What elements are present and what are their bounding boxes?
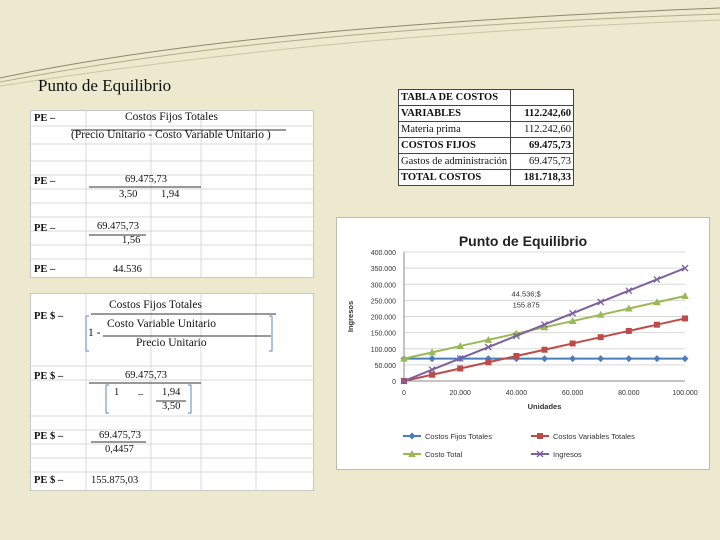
legend-marker-costos-fijos-totales xyxy=(409,433,416,440)
chart-title: Punto de Equilibrio xyxy=(458,233,588,249)
x-tick-label: 40.000 xyxy=(505,390,528,397)
formula-one-minus: 1 - xyxy=(88,327,101,339)
y-axis-label: Ingresos xyxy=(346,300,355,333)
chart-canvas xyxy=(337,218,709,469)
pe-dollars-label: PE $ – xyxy=(34,311,64,322)
table-cell: COSTOS FIJOS xyxy=(399,138,511,154)
step1-one: 1 xyxy=(114,387,120,398)
data-point-costos-variables-totales xyxy=(513,353,519,359)
step2-numerator: 69.475,73 xyxy=(97,221,139,232)
legend-marker-costos-variables-totales xyxy=(537,433,543,439)
step1-numerator: 69.475,73 xyxy=(125,174,167,185)
data-point-costos-fijos-totales xyxy=(429,355,436,362)
formula-inner-numerator: Costo Variable Unitario xyxy=(107,318,217,330)
table-row xyxy=(399,106,574,122)
slide-title: Punto de Equilibrio xyxy=(38,76,172,95)
data-point-costos-fijos-totales xyxy=(597,355,604,362)
data-point-costos-variables-totales xyxy=(570,340,576,346)
step1-variable-cost: 1,94 xyxy=(161,189,180,200)
legend-label: Costos Fijos Totales xyxy=(425,432,492,441)
table-cell: 112.242,60 xyxy=(511,122,574,138)
break-even-chart xyxy=(336,217,710,470)
data-point-costo-total xyxy=(681,292,689,299)
table-row xyxy=(399,154,574,170)
step1-fraction-denominator: 3,50 xyxy=(162,401,181,412)
step2-denominator: 1,56 xyxy=(122,235,141,246)
y-tick-label: 400.000 xyxy=(370,250,396,257)
step1-fraction-numerator: 1,94 xyxy=(162,387,181,398)
table-cell: TABLA DE COSTOS xyxy=(399,90,511,106)
data-point-costos-variables-totales xyxy=(542,347,548,353)
pe-dollars-label: PE $ – xyxy=(34,431,64,442)
costs-table xyxy=(398,89,574,186)
x-axis-label: Unidades xyxy=(527,402,562,411)
legend-label: Ingresos xyxy=(553,450,582,459)
x-tick-label: 60.000 xyxy=(561,390,584,397)
pe-label: PE – xyxy=(34,113,56,124)
x-tick-label: 20.000 xyxy=(449,390,471,397)
table-cell: VARIABLES xyxy=(399,106,511,122)
pe-result: 44.536 xyxy=(113,264,142,275)
table-row xyxy=(399,122,574,138)
table-cell: 69.475,73 xyxy=(511,138,574,154)
pe-dollars-result: 155.875,03 xyxy=(91,475,139,486)
table-cell: 112.242,60 xyxy=(511,106,574,122)
pe-units-sheet xyxy=(30,110,314,278)
data-point-costos-fijos-totales xyxy=(682,355,689,362)
data-point-costos-fijos-totales xyxy=(541,355,548,362)
pe-dollars-sheet xyxy=(30,293,314,491)
data-point-costos-fijos-totales xyxy=(653,355,660,362)
x-tick-label: 80.000 xyxy=(618,390,640,397)
data-point-costos-variables-totales xyxy=(598,334,604,340)
pe-label: PE – xyxy=(34,223,56,234)
legend-label: Costos Variables Totales xyxy=(553,432,635,441)
y-tick-label: 300.000 xyxy=(370,282,396,290)
pe-label: PE – xyxy=(34,176,56,187)
table-cell: Gastos de administración xyxy=(399,154,511,170)
data-point-costos-variables-totales xyxy=(457,365,463,371)
formula-denominator: (Precio Unitario - Costo Variable Unitario ) xyxy=(71,129,271,141)
y-tick-label: 350.000 xyxy=(370,266,396,274)
legend-label: Costo Total xyxy=(425,450,463,459)
table-cell: 69.475,73 xyxy=(511,154,574,170)
y-tick-label: 50.000 xyxy=(374,362,396,370)
table-row xyxy=(399,170,574,186)
data-point-costos-variables-totales xyxy=(654,322,660,328)
break-even-annotation: 155.875 xyxy=(512,300,540,310)
y-tick-label: 200.000 xyxy=(370,314,396,322)
step2-numerator: 69.475,73 xyxy=(99,430,141,441)
y-tick-label: 0 xyxy=(392,379,396,386)
x-tick-label: 100.000 xyxy=(672,390,698,397)
step1-minus: _ xyxy=(138,385,144,396)
y-tick-label: 150.000 xyxy=(370,330,396,338)
data-point-costos-variables-totales xyxy=(626,328,632,334)
table-cell xyxy=(511,90,574,106)
table-cell: Materia prima xyxy=(399,122,511,138)
formula-numerator: Costos Fijos Totales xyxy=(109,299,202,311)
data-point-costos-fijos-totales xyxy=(569,355,576,362)
step1-price: 3,50 xyxy=(119,189,138,200)
step1-numerator: 69.475,73 xyxy=(125,370,167,381)
x-tick-label: 0 xyxy=(402,390,406,397)
data-point-costos-variables-totales xyxy=(485,359,491,365)
y-tick-label: 100.000 xyxy=(370,346,396,354)
data-point-costos-fijos-totales xyxy=(625,355,632,362)
step2-denominator: 0,4457 xyxy=(105,444,134,455)
break-even-annotation: 44.536;$ xyxy=(511,289,541,299)
table-row xyxy=(399,138,574,154)
pe-label: PE – xyxy=(34,264,56,275)
data-point-costos-variables-totales xyxy=(682,315,688,321)
y-tick-label: 250.000 xyxy=(370,298,396,306)
pe-dollars-label: PE $ – xyxy=(34,475,64,486)
table-row xyxy=(399,90,574,106)
table-cell: 181.718,33 xyxy=(511,170,574,186)
formula-numerator: Costos Fijos Totales xyxy=(125,111,218,123)
formula-inner-denominator: Precio Unitario xyxy=(136,337,207,349)
pe-dollars-label: PE $ – xyxy=(34,371,64,382)
table-cell: TOTAL COSTOS xyxy=(399,170,511,186)
